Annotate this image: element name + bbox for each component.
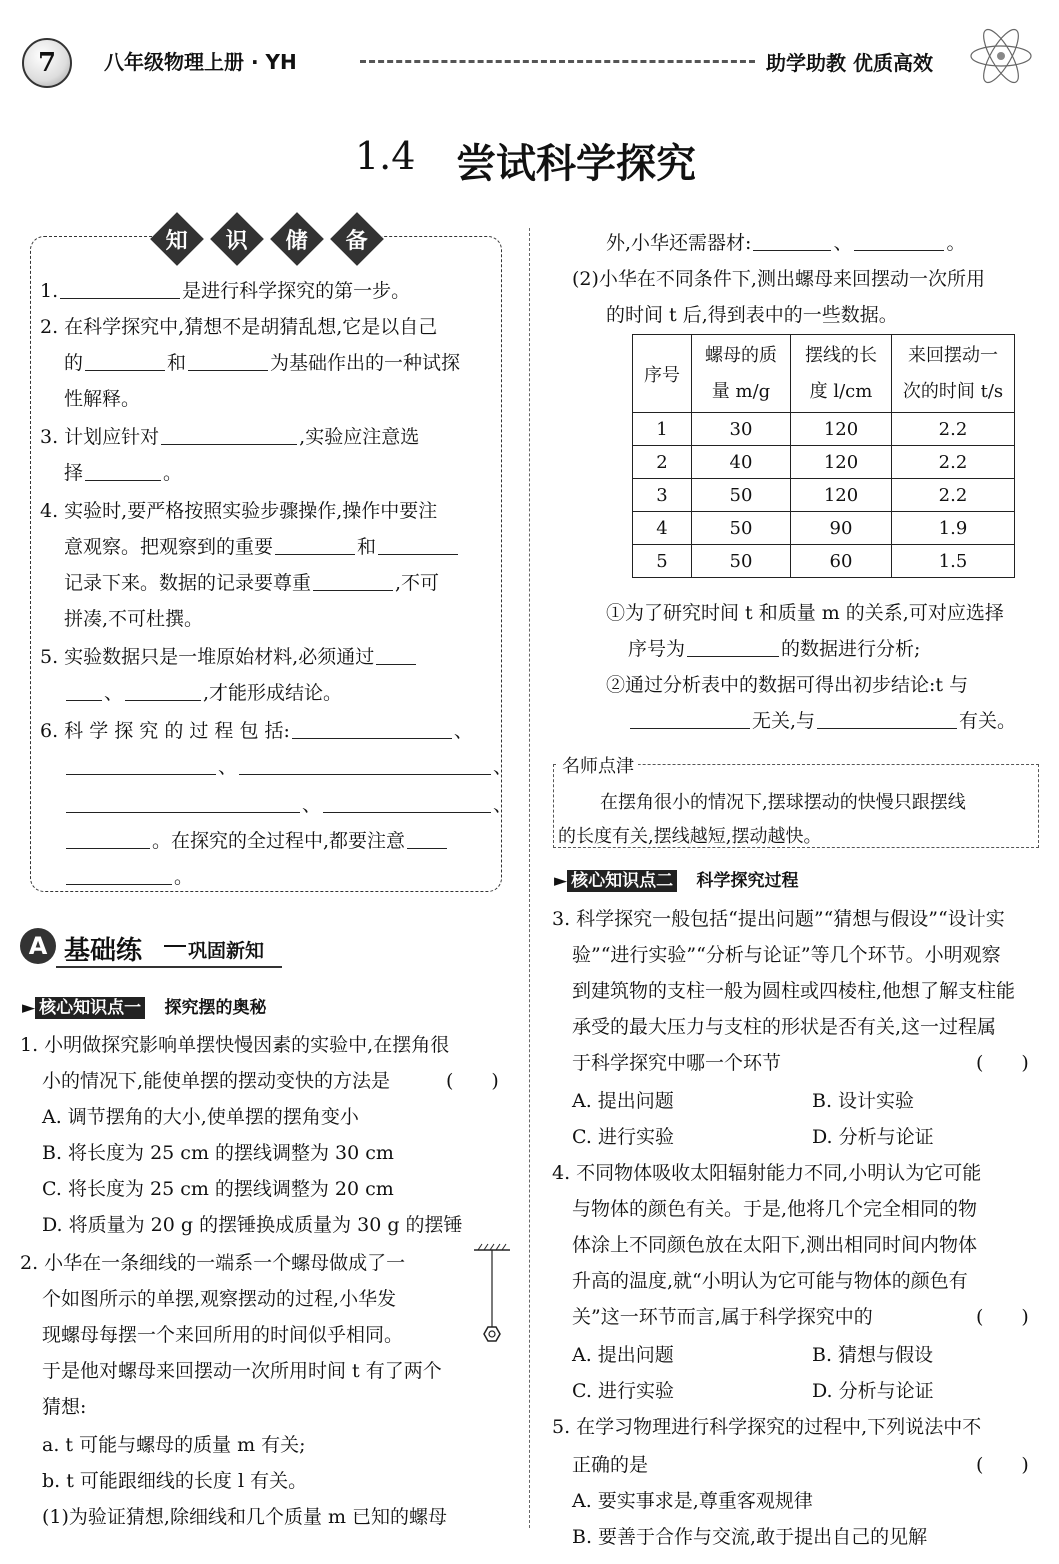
teacher-tip-label: 名师点津 (558, 752, 638, 778)
section-letter-badge: A (20, 928, 56, 964)
answer-blank[interactable] (66, 794, 300, 813)
q5-answer-paren[interactable]: ( ) (976, 1454, 1029, 1476)
answer-blank[interactable] (66, 830, 150, 849)
knowledge-q5-line1: 5. 实验数据只是一堆原始材料,必须通过 (40, 642, 418, 669)
table-row: 4 50 90 1.9 (633, 512, 1015, 545)
q4-stem-line4: 升高的温度,就“小明认为它可能与物体的颜色有 (572, 1270, 968, 1292)
triangle-icon: ► (554, 871, 568, 891)
core-label-badge: 核心知识点一 (35, 997, 145, 1019)
answer-blank[interactable] (817, 710, 957, 729)
q2-stem-line5: 猜想: (42, 1396, 87, 1418)
q2-part1-line1: (1)为验证猜想,除细线和几个质量 m 已知的螺母 (42, 1506, 448, 1528)
answer-blank[interactable] (125, 682, 201, 701)
answer-blank[interactable] (323, 794, 491, 813)
atom-logo-icon (966, 26, 1036, 86)
header-slogan: 助学助教 优质高效 (766, 51, 933, 75)
table-row: 5 50 60 1.5 (633, 545, 1015, 578)
heading-char-box: 识 (210, 212, 264, 266)
q2-stem-line4: 于是他对螺母来回摆动一次所用时间 t 有了两个 (42, 1360, 442, 1382)
knowledge-q4-line2: 意观察。把观察到的重要 和 (64, 532, 460, 559)
table-row: 3 50 120 2.2 (633, 479, 1015, 512)
knowledge-q1: 1. 是进行科学探究的第一步。 (40, 280, 411, 302)
q2-sub1-line1: ①为了研究时间 t 和质量 m 的关系,可对应选择 (606, 602, 1004, 624)
table-row: 2 40 120 2.2 (633, 446, 1015, 479)
q3-answer-paren[interactable]: ( ) (976, 1052, 1029, 1074)
data-table (632, 334, 1015, 578)
column-divider (529, 228, 530, 1528)
answer-blank[interactable] (66, 866, 172, 885)
knowledge-q4-line3: 记录下来。数据的记录要尊重 ,不可 (64, 572, 440, 594)
q5-option-b[interactable]: B. 要善于合作与交流,敢于提出自己的见解 (572, 1526, 928, 1548)
answer-blank[interactable] (188, 352, 268, 371)
answer-blank[interactable] (630, 710, 750, 729)
q2-part1-line2: 外,小华还需器材: 、 。 (606, 232, 966, 254)
heading-char-box: 备 (330, 212, 384, 266)
answer-blank[interactable] (687, 638, 779, 657)
page-number-badge: 7 (22, 38, 72, 88)
q2-sub2-line1: ②通过分析表中的数据可得出初步结论:t 与 (606, 674, 969, 696)
answer-blank[interactable] (292, 720, 452, 739)
core-point-1-heading: ► 核心知识点一 探究摆的奥秘 (22, 998, 267, 1018)
teacher-tip-line1: 在摆角很小的情况下,摆球摆动的快慢只跟摆线 (600, 792, 966, 813)
table-header-cell: 螺母的质 量 m/g (692, 335, 791, 413)
q4-option-a[interactable]: A. 提出问题 (572, 1344, 674, 1366)
knowledge-q3-line2: 择 。 (64, 462, 183, 484)
q2-sub2-line2: 无关,与 有关。 (628, 706, 1016, 733)
basic-practice-subtitle: 巩固新知 (188, 940, 265, 962)
q1-stem-line2: 小的情况下,能使单摆的摆动变快的方法是 (42, 1070, 391, 1092)
heading-char-box: 储 (270, 212, 324, 266)
answer-blank[interactable] (753, 232, 831, 251)
q2-guess-b: b. t 可能跟细线的长度 l 有关。 (42, 1470, 308, 1492)
answer-blank[interactable] (60, 280, 180, 299)
core-label-badge: 核心知识点二 (567, 870, 677, 892)
answer-blank[interactable] (275, 536, 355, 555)
answer-blank[interactable] (66, 682, 102, 701)
table-header-cell: 序号 (633, 335, 692, 413)
q4-stem-line5: 关”这一环节而言,属于科学探究中的 (572, 1306, 873, 1328)
knowledge-q4-line1: 4. 实验时,要严格按照实验步骤操作,操作中要注 (40, 500, 438, 522)
q5-stem-line1: 5. 在学习物理进行科学探究的过程中,下列说法中不 (552, 1416, 982, 1438)
answer-blank[interactable] (313, 572, 393, 591)
banner-underline (56, 966, 282, 968)
answer-blank[interactable] (854, 232, 944, 251)
triangle-icon: ► (22, 998, 36, 1018)
q1-answer-paren[interactable]: ( ) (446, 1070, 499, 1092)
heading-char-box: 知 (150, 212, 204, 266)
knowledge-heading (152, 214, 382, 264)
q3-stem-line5: 于科学探究中哪一个环节 (572, 1052, 782, 1074)
knowledge-q6-line3: 、 、 (64, 790, 512, 817)
q2-sub1-line2: 序号为 的数据进行分析; (628, 638, 921, 660)
knowledge-q6-line1: 6. 科 学 探 究 的 过 程 包 括: 、 (40, 720, 473, 742)
section-number: 1.4 (355, 134, 416, 178)
q4-answer-paren[interactable]: ( ) (976, 1306, 1029, 1328)
answer-blank[interactable] (239, 756, 491, 775)
q2-stem-line3: 现螺母每摆一个来回所用的时间似乎相同。 (42, 1324, 404, 1346)
q3-option-b[interactable]: B. 设计实验 (812, 1090, 915, 1112)
table-header-cell: 摆线的长 度 l/cm (791, 335, 892, 413)
knowledge-q2-line2: 的 和 为基础作出的一种试探 (64, 352, 461, 374)
knowledge-q6-line5: 。 (64, 862, 193, 889)
answer-blank[interactable] (85, 352, 165, 371)
book-title: 八年级物理上册 · YH (104, 50, 297, 74)
q1-option-a[interactable]: A. 调节摆角的大小,使单摆的摆角变小 (42, 1106, 359, 1128)
section-title: 尝试科学探究 (456, 141, 696, 187)
table-header-cell: 来回摆动一 次的时间 t/s (892, 335, 1015, 413)
q2-stem-line1: 2. 小华在一条细线的一端系一个螺母做成了一 (20, 1252, 406, 1274)
q1-option-b[interactable]: B. 将长度为 25 cm 的摆线调整为 30 cm (42, 1142, 394, 1164)
answer-blank[interactable] (407, 830, 447, 849)
q5-stem-line2: 正确的是 (572, 1454, 649, 1476)
q1-option-c[interactable]: C. 将长度为 25 cm 的摆线调整为 20 cm (42, 1178, 394, 1200)
answer-blank[interactable] (161, 426, 297, 445)
knowledge-q4-line4: 拼凑,不可杜撰。 (64, 608, 204, 630)
teacher-tip-line2: 的长度有关,摆线越短,摆动越快。 (558, 826, 822, 847)
q3-stem-line2: 验”“进行实验”“分析与论证”等几个环节。小明观察 (572, 944, 1001, 966)
q4-stem-line2: 与物体的颜色有关。于是,他将几个完全相同的物 (572, 1198, 978, 1220)
answer-blank[interactable] (376, 646, 416, 665)
q3-option-d[interactable]: D. 分析与论证 (812, 1126, 934, 1148)
q4-option-c[interactable]: C. 进行实验 (572, 1380, 674, 1402)
pendulum-figure-icon (472, 1242, 512, 1352)
table-row: 1 30 120 2.2 (633, 413, 1015, 446)
core-point-2-heading: ► 核心知识点二 科学探究过程 (554, 871, 799, 891)
header-divider (360, 60, 755, 63)
q3-option-a[interactable]: A. 提出问题 (572, 1090, 674, 1112)
knowledge-q6-line2: 、 、 (64, 752, 512, 779)
answer-blank[interactable] (66, 756, 216, 775)
q3-stem-line4: 承受的最大压力与支柱的形状是否有关,这一过程属 (572, 1016, 997, 1038)
q3-stem-line3: 到建筑物的支柱一般为圆柱或四棱柱,他想了解支柱能 (572, 980, 1016, 1002)
q1-stem-line1: 1. 小明做探究影响单摆快慢因素的实验中,在摆角很 (20, 1034, 450, 1056)
q4-stem-line3: 体涂上不同颜色放在太阳下,测出相同时间内物体 (572, 1234, 978, 1256)
title-dash (164, 945, 186, 947)
q3-stem-line1: 3. 科学探究一般包括“提出问题”“猜想与假设”“设计实 (552, 908, 1005, 930)
q5-option-a[interactable]: A. 要实事求是,尊重客观规律 (572, 1490, 813, 1512)
q3-option-c[interactable]: C. 进行实验 (572, 1126, 674, 1148)
q4-stem-line1: 4. 不同物体吸收太阳辐射能力不同,小明认为它可能 (552, 1162, 982, 1184)
q4-option-b[interactable]: B. 猜想与假设 (812, 1344, 934, 1366)
knowledge-q6-line4: 。在探究的全过程中,都要注意 (64, 826, 449, 853)
q1-option-d[interactable]: D. 将质量为 20 g 的摆锤换成质量为 30 g 的摆锤 (42, 1214, 463, 1236)
basic-practice-title: 基础练 (64, 936, 143, 966)
knowledge-q3-line1: 3. 计划应针对 ,实验应注意选 (40, 426, 420, 448)
answer-blank[interactable] (378, 536, 458, 555)
q4-option-d[interactable]: D. 分析与论证 (812, 1380, 934, 1402)
knowledge-q2-line1: 2. 在科学探究中,猜想不是胡猜乱想,它是以自己 (40, 316, 438, 338)
q2-guess-a: a. t 可能与螺母的质量 m 有关; (42, 1434, 306, 1456)
answer-blank[interactable] (85, 462, 161, 481)
q2-part2-line2: 的时间 t 后,得到表中的一些数据。 (606, 304, 898, 326)
knowledge-q2-line3: 性解释。 (64, 388, 141, 410)
q2-stem-line2: 个如图所示的单摆,观察摆动的过程,小华发 (42, 1288, 397, 1310)
data-table-wrapper (632, 334, 1015, 578)
knowledge-q5-line2: 、 ,才能形成结论。 (64, 678, 342, 705)
q2-part2-line1: (2)小华在不同条件下,测出螺母来回摆动一次所用 (572, 268, 985, 290)
